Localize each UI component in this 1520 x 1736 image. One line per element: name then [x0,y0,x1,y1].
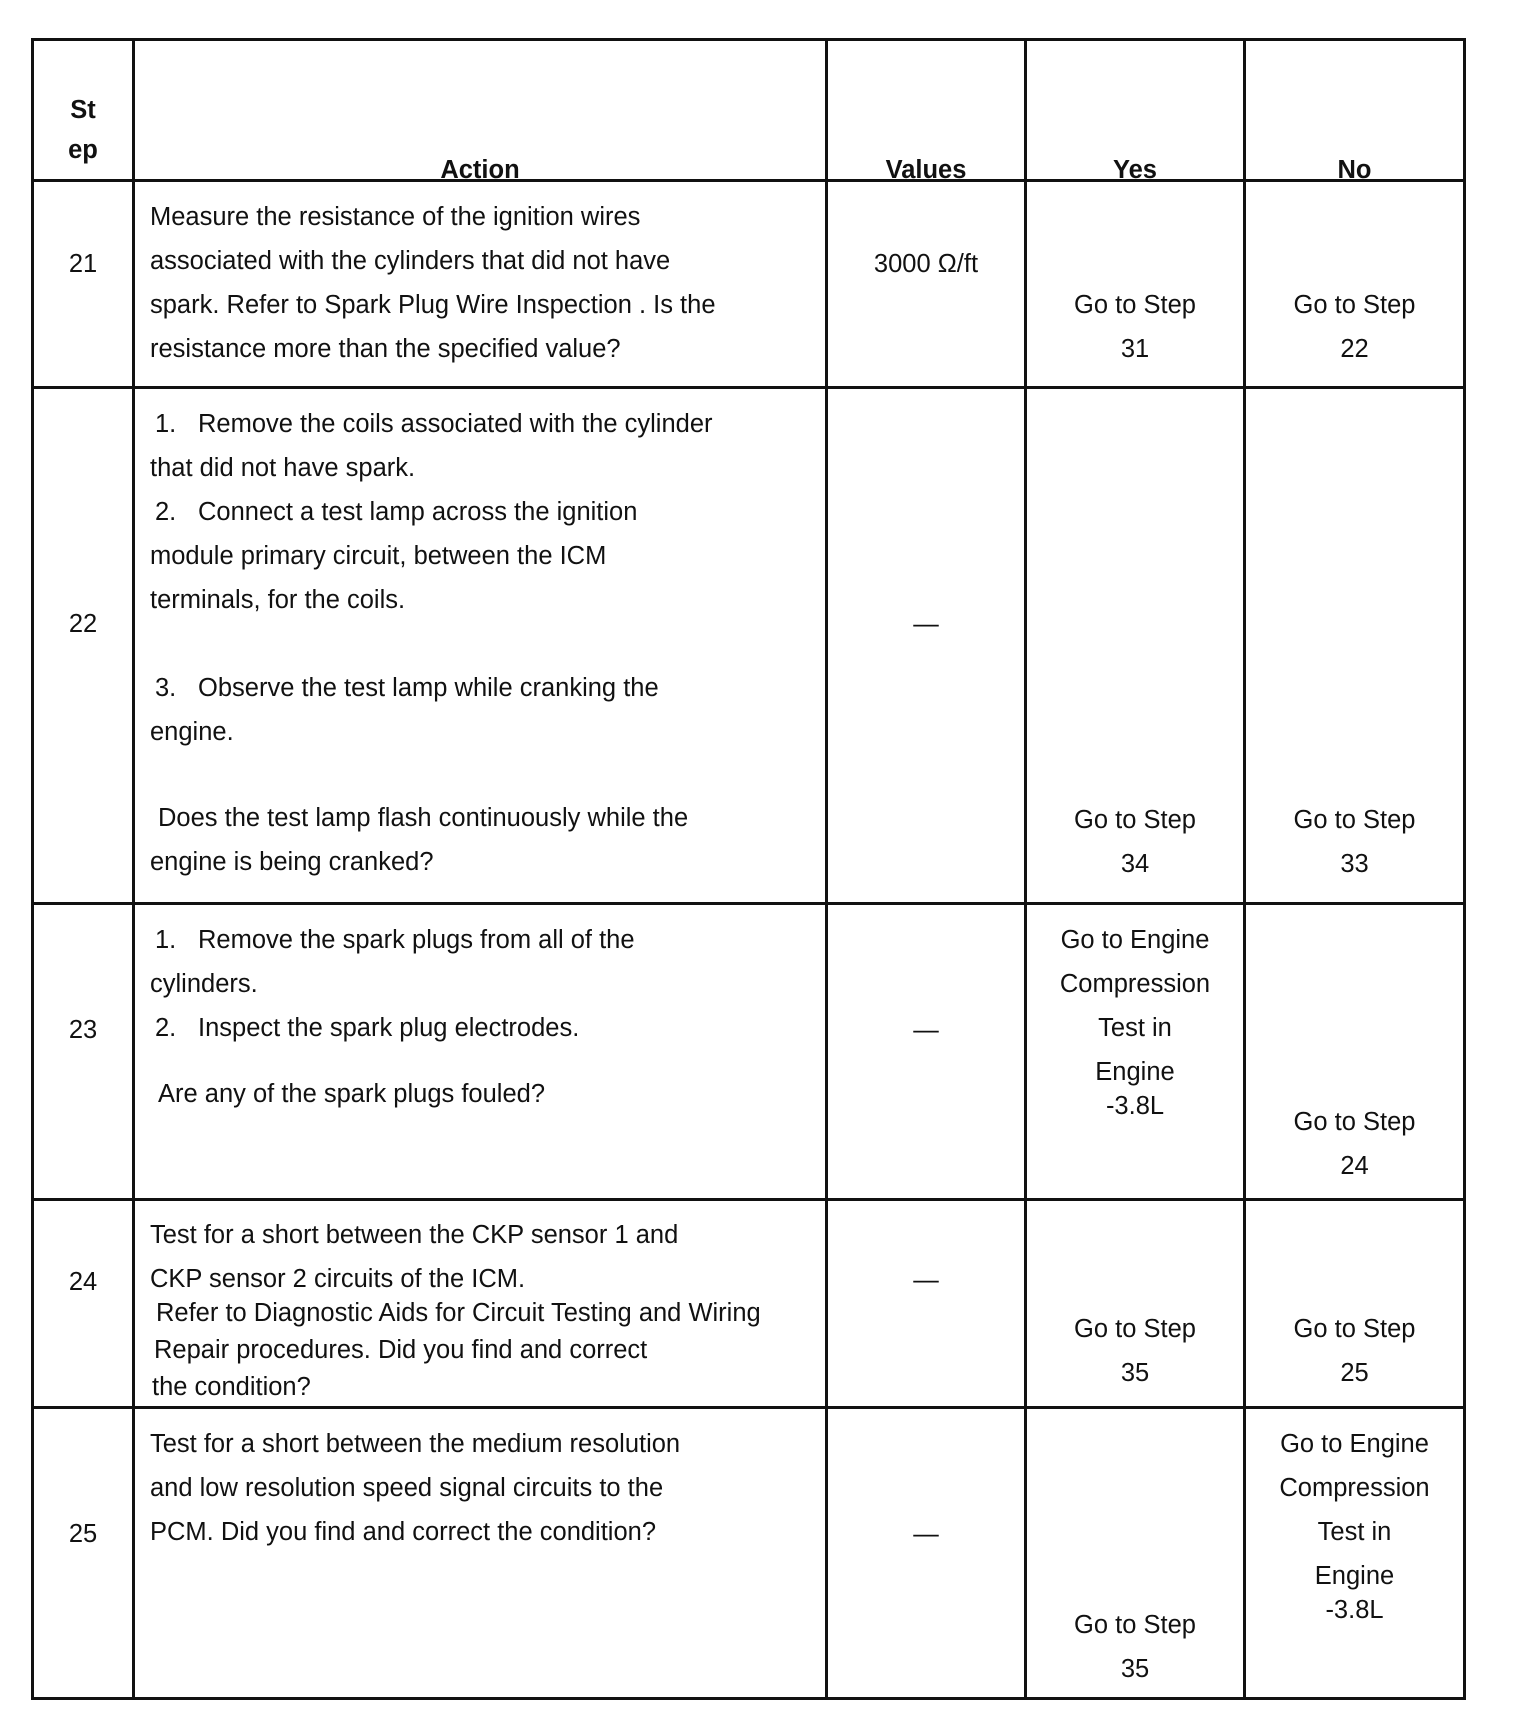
yes-target: Go to Step 35 [1074,1611,1196,1683]
action-text: Test for a short between the CKP sensor 1 and CKP sensor 2 circuits of the ICM. Refer to Diagnostic Aids for Circuit Testing and Wiring Repair procedures. Did you find and correct the condition? [150,1221,761,1401]
value-text: — [913,1266,939,1294]
no-target: Go to Engine Compression Test in Engine -3.8L [1279,1430,1430,1624]
yes-target: Go to Step 34 [1074,806,1196,878]
header-yes: Yes [1113,156,1157,184]
step-number: 23 [68,1016,98,1044]
row-divider [31,902,1466,905]
value-text: — [913,1016,939,1044]
table-border-top [31,38,1466,41]
no-target: Go to Step 24 [1293,1108,1416,1180]
table-border-left [31,38,34,1700]
action-text: Test for a short between the medium resolution and low resolution speed signal circuits to the PCM. Did you find and correct the condition? [150,1430,681,1546]
row-divider [31,386,1466,389]
yes-target: Go to Engine Compression Test in Engine -3.8L [1059,926,1211,1120]
header-values: Values [885,156,967,184]
row-divider [31,1406,1466,1409]
action-text: 1. Remove the coils associated with the cylinder that did not have spark. 2. Connect a test lamp across the ignition module primary circuit, between the ICM terminals, for the coils. 3. Observe the test lamp while cranking the engine. Does the test lamp flash continuously while the engine is being cranked? [150,410,713,876]
step-number: 24 [68,1268,98,1296]
column-divider [132,38,135,1700]
step-number: 21 [68,250,98,278]
step-number: 22 [68,610,98,638]
header-no: No [1337,156,1372,184]
yes-target: Go to Step 31 [1074,291,1196,363]
no-target: Go to Step 25 [1293,1315,1416,1387]
action-text: Measure the resistance of the ignition wires associated with the cylinders that did not have spark. Refer to Spark Plug Wire Inspection . Is the resistance more than the specified value? [150,203,716,363]
value-text: 3000 Ω/ft [873,250,979,278]
no-target: Go to Step 22 [1293,291,1416,363]
diagnostic-table [31,38,1466,1700]
step-number: 25 [68,1520,98,1548]
value-text: — [913,610,939,638]
value-text: — [913,1520,939,1548]
row-divider [31,1198,1466,1201]
no-target: Go to Step 33 [1293,806,1416,878]
table-border-bottom [31,1697,1466,1700]
column-divider [825,38,828,1700]
header-action: Action [440,156,520,184]
table-border-right [1463,38,1466,1700]
header-step: St ep [68,96,98,164]
action-text: 1. Remove the spark plugs from all of the cylinders. 2. Inspect the spark plug electrodes. Are any of the spark plugs fouled? [150,926,635,1108]
yes-target: Go to Step 35 [1074,1315,1196,1387]
